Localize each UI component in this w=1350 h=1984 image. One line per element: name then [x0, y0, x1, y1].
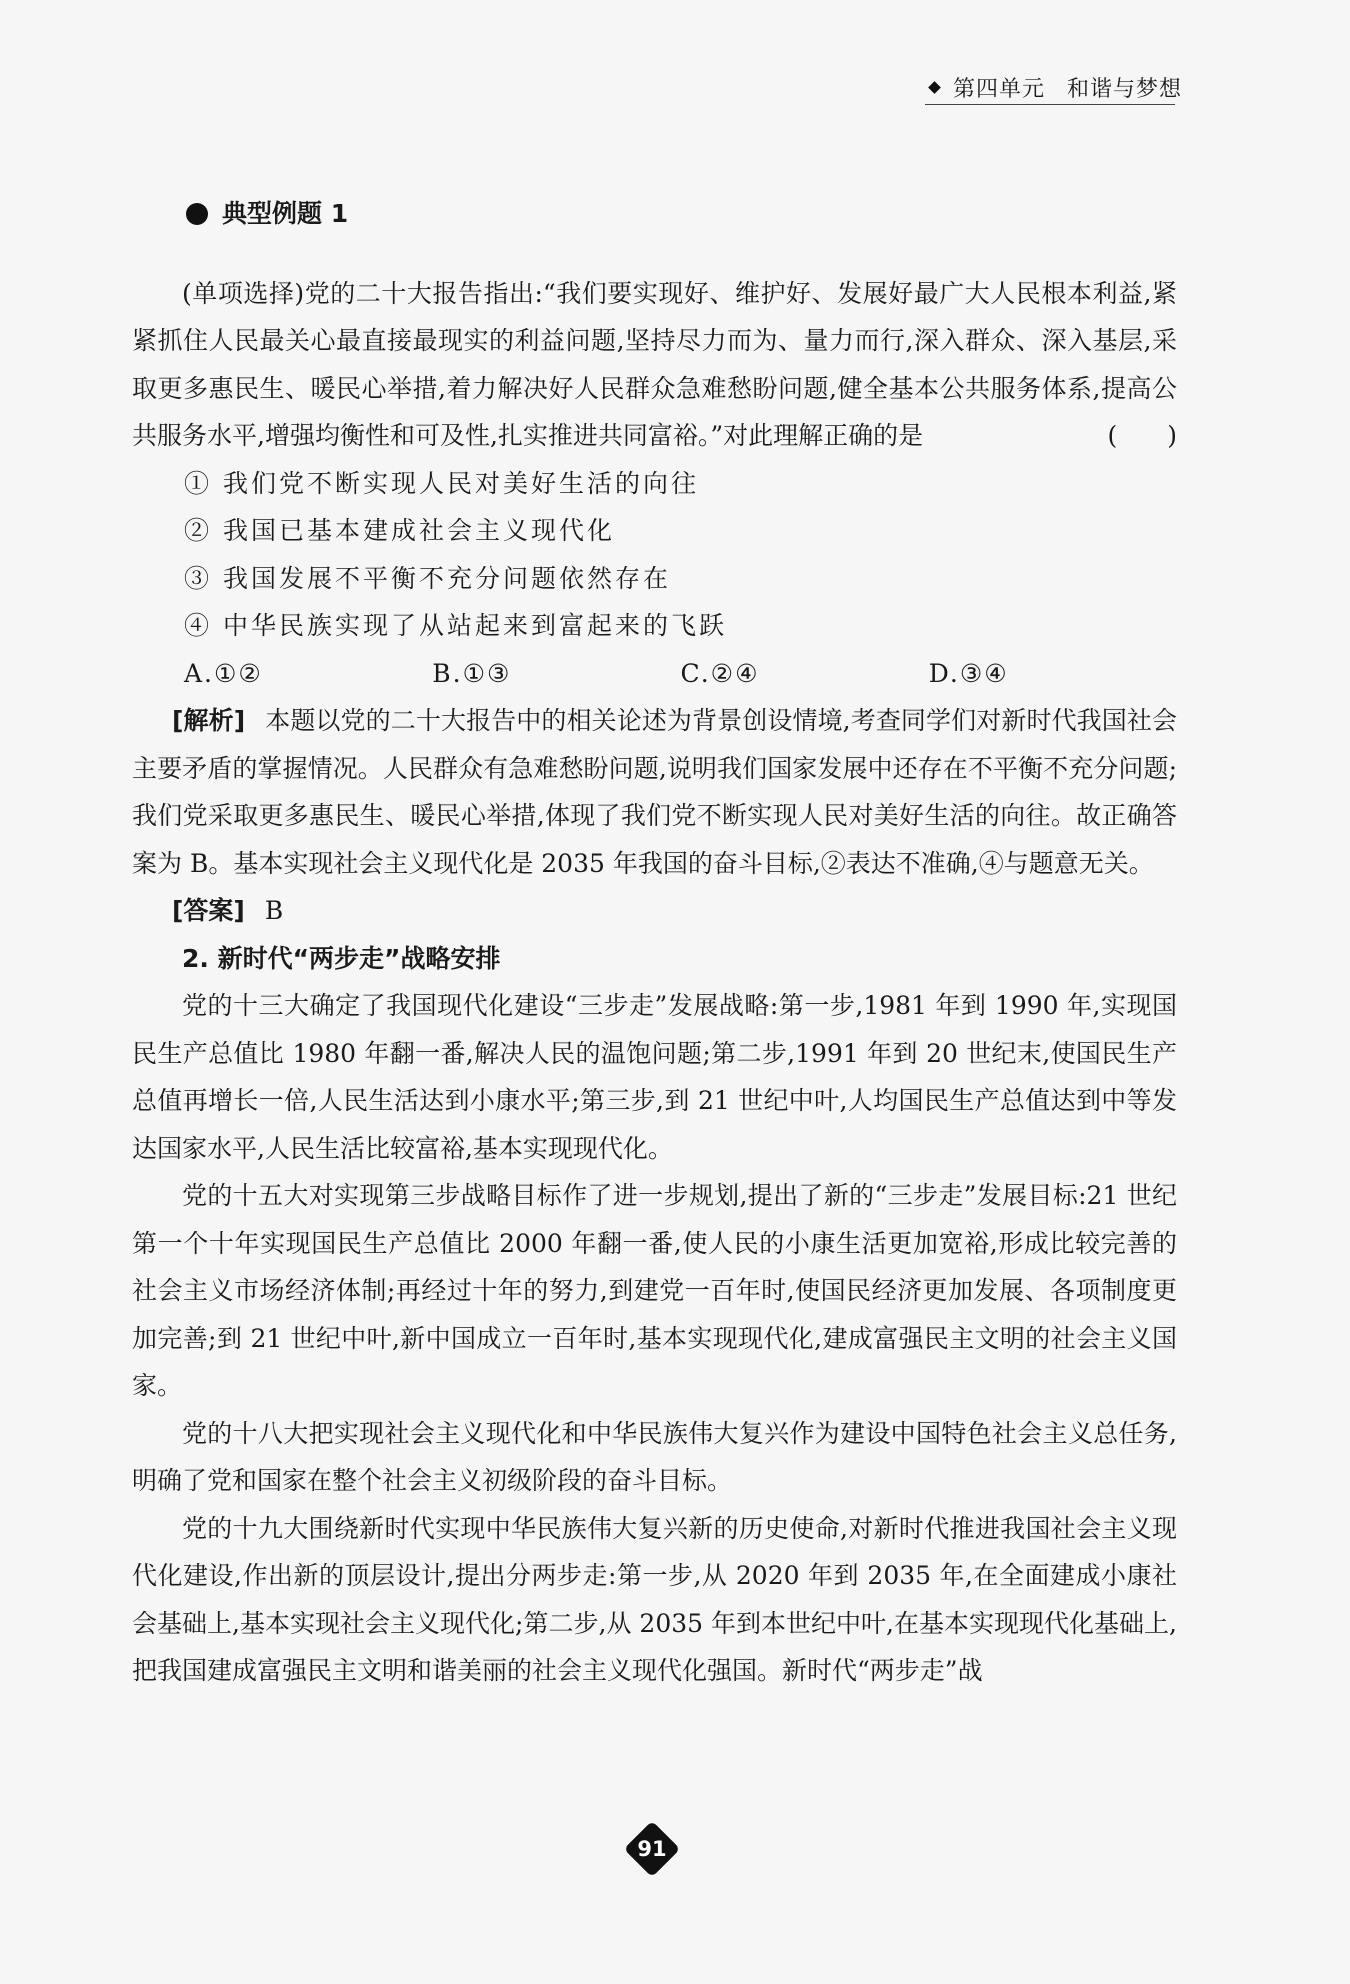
header-title: 和谐与梦想 — [1067, 77, 1183, 102]
header-unit: 第四单元 — [953, 77, 1046, 102]
page-number-badge — [624, 1821, 680, 1877]
example-heading — [186, 190, 1177, 238]
choice-c: C.②④ — [680, 658, 760, 688]
example-title: 典型例题 1 — [222, 199, 349, 228]
option-4: ④ 中华民族实现了从站起来到富起来的飞跃 — [184, 611, 727, 640]
body-paragraph: 党的十三大确定了我国现代化建设“三步走”发展战略:第一步,1981 年到 1990 年,实现国民生产总值比 1980 年翻一番,解决人民的温饱问题;第二步,1991 年到 20 世纪末,使国民生产总值再增长一倍,人民生活达到小康水平;第三步,到 21 世纪中叶,人均国民生产总值达到中等发达国家水平,人民生活比较富裕,基本实现现代化。 — [132, 991, 1177, 1163]
page-content — [132, 190, 1177, 1695]
section-heading: 2. 新时代“两步走”战略安排 — [182, 943, 501, 973]
question-stem — [132, 270, 1177, 460]
answer-tag: [答案] — [172, 896, 245, 925]
bullet-icon — [186, 203, 208, 225]
running-header — [930, 72, 1182, 103]
header-rule — [925, 104, 1175, 105]
answer-text: B — [264, 896, 284, 925]
choice-a: A.①② — [184, 658, 263, 688]
answer-parentheses: ( ) — [1107, 421, 1177, 450]
option-3: ③ 我国发展不平衡不充分问题依然存在 — [184, 563, 671, 593]
analysis-text: 本题以党的二十大报告中的相关论述为背景创设情境,考查同学们对新时代我国社会主要矛盾的掌握情况。人民群众有急难愁盼问题,说明我们国家发展中还存在不平衡不充分问题;我们党采取更多惠民生、暖民心举措,体现了我们党不断实现人民对美好生活的向往。故正确答案为 B。基本实现社会主义现代化是 2035 年我国的奋斗目标,②表达不准确,④与题意无关。 — [132, 706, 1177, 878]
diamond-icon — [928, 81, 941, 94]
body-paragraph: 党的十八大把实现社会主义现代化和中华民族伟大复兴作为建设中国特色社会主义总任务,明确了党和国家在整个社会主义初级阶段的奋斗目标。 — [132, 1418, 1177, 1495]
question-stem-text: (单项选择)党的二十大报告指出:“我们要实现好、维护好、发展好最广大人民根本利益,紧紧抓住人民最关心最直接最现实的利益问题,坚持尽力而为、量力而行,深入群众、深入基层,采取更多惠民生、暖民心举措,着力解决好人民群众急难愁盼问题,健全基本公共服务体系,提高公共服务水平,增强均衡性和可及性,扎实推进共同富裕。”对此理解正确的是 — [132, 278, 1177, 450]
body-paragraph: 党的十九大围绕新时代实现中华民族伟大复兴新的历史使命,对新时代推进我国社会主义现代化建设,作出新的顶层设计,提出分两步走:第一步,从 2020 年到 2035 年,在全面建成小康社会基础上,基本实现社会主义现代化;第二步,从 2035 年到本世纪中叶,在基本实现现代化基础上,把我国建成富强民主文明和谐美丽的社会主义现代化强国。新时代“两步走”战 — [132, 1513, 1177, 1685]
answer-choices — [132, 650, 1177, 698]
page-number: 91 — [637, 1837, 667, 1861]
answer-paragraph — [132, 887, 1177, 935]
option-2: ② 我国已基本建成社会主义现代化 — [184, 516, 615, 545]
body-paragraph: 党的十五大对实现第三步战略目标作了进一步规划,提出了新的“三步走”发展目标:21 世纪第一个十年实现国民生产总值比 2000 年翻一番,使人民的小康生活更加宽裕,形成比较完善的社会主义市场经济体制;再经过十年的努力,到建党一百年时,使国民经济更加发展、各项制度更加完善;到 21 世纪中叶,新中国成立一百年时,基本实现现代化,建成富强民主文明的社会主义国家。 — [132, 1181, 1177, 1400]
choice-d: D.③④ — [928, 658, 1009, 688]
option-1: ① 我们党不断实现人民对美好生活的向往 — [184, 468, 699, 498]
choice-b: B.①③ — [432, 658, 512, 688]
analysis-paragraph — [132, 697, 1177, 887]
analysis-tag: [解析] — [172, 706, 246, 735]
